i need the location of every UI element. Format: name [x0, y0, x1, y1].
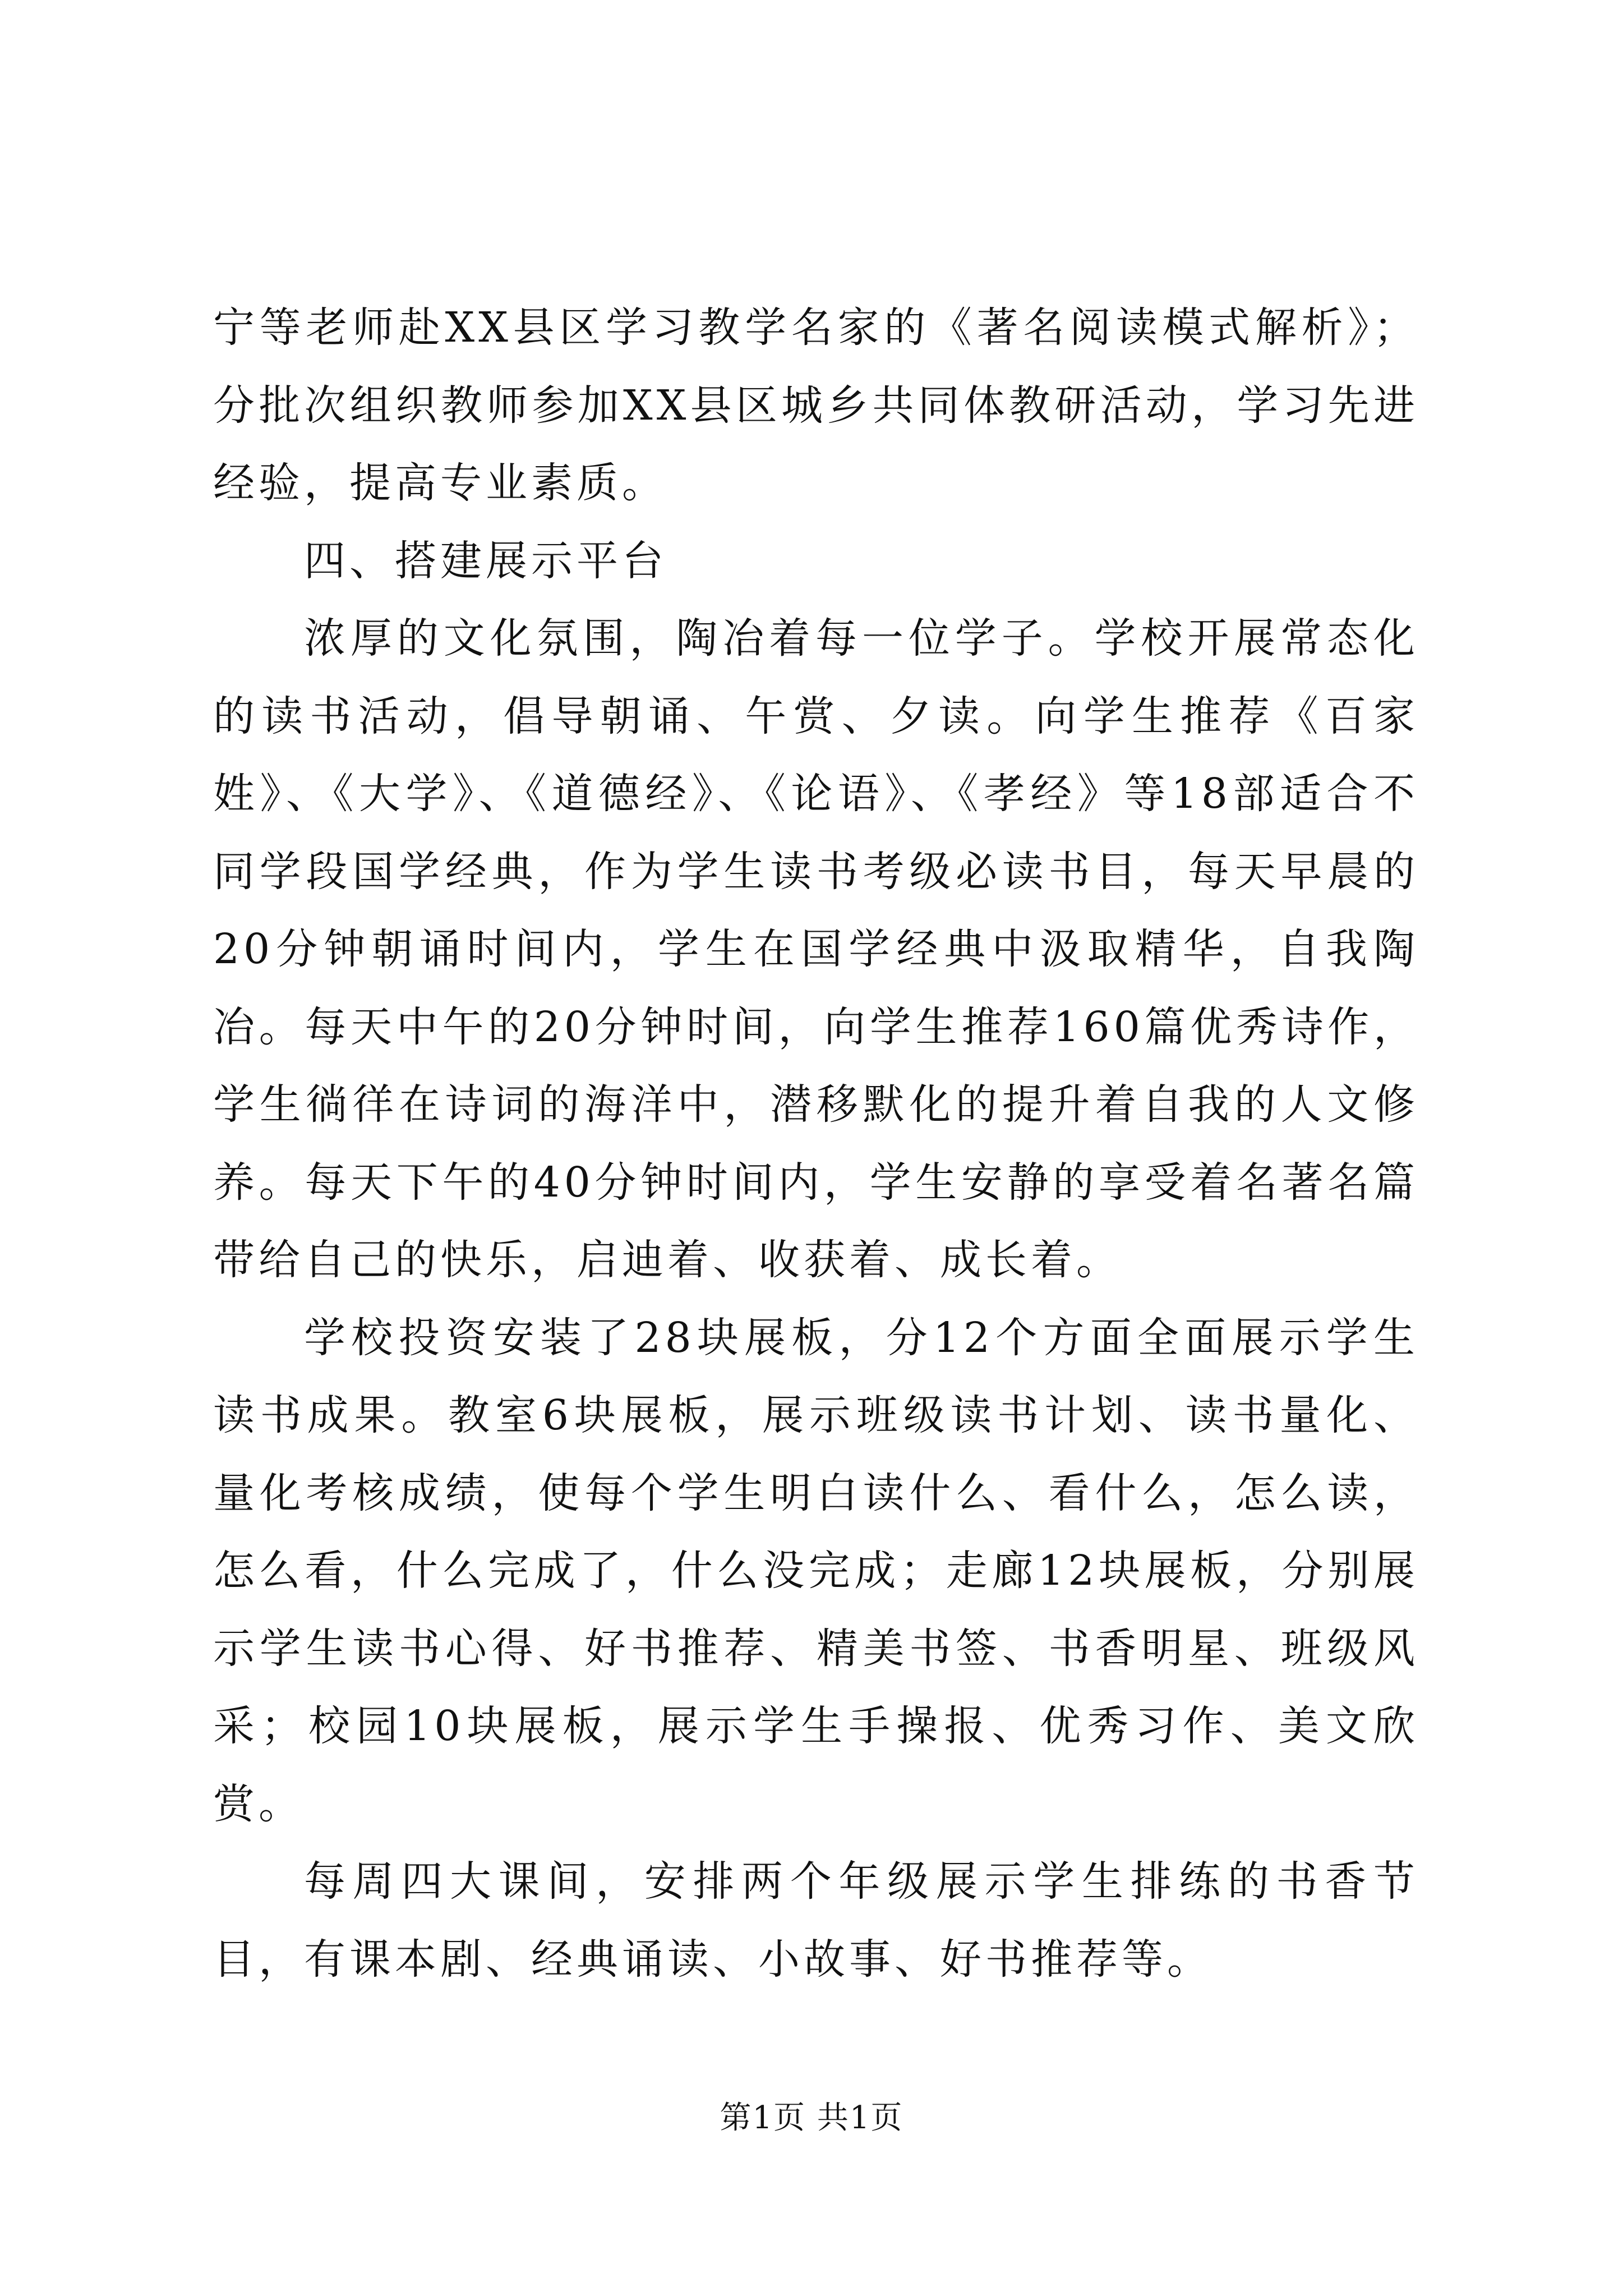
paragraph-weekly-programs: 每周四大课间，安排两个年级展示学生排练的书香节目，有课本剧、经典诵读、小故事、好书推荐等。: [213, 1857, 1419, 1984]
paragraph-display-boards: 学校投资安装了28块展板，分12个方面全面展示学生读书成果。教室6块展板，展示班级读书计划、读书量化、量化考核成绩，使每个学生明白读什么、看什么，怎么读，怎么看，什么完成了，什么没完成；走廊12块展板，分别展示学生读书心得、好书推荐、精美书签、书香明星、班级风采；校园10块展板，展示学生手操报、优秀习作、美文欣赏。: [213, 1313, 1419, 1828]
page-footer: 第1页 共1页: [720, 2100, 903, 2136]
paragraph-continuation: 宁等老师赴XX县区学习教学名家的《著名阅读模式解析》；分批次组织教师参加XX县区城乡共同体教研活动，学习先进经验，提高专业素质。: [213, 303, 1419, 507]
paragraph-reading-activities: 浓厚的文化氛围，陶冶着每一位学子。学校开展常态化的读书活动，倡导朝诵、午赏、夕读。向学生推荐《百家姓》、《大学》、《道德经》、《论语》、《孝经》等18部适合不同学段国学经典，作为学生读书考级必读书目，每天早晨的20分钟朝诵时间内，学生在国学经典中汲取精华，自我陶冶。每天中午的20分钟时间，向学生推荐160篇优秀诗作，学生徜徉在诗词的海洋中，潜移默化的提升着自我的人文修养。每天下午的40分钟时间内，学生安静的享受着名著名篇带给自己的快乐，启迪着、收获着、成长着。: [213, 614, 1419, 1284]
document-body: [213, 289, 1419, 1998]
section-heading: 四、搭建展示平台: [304, 536, 667, 585]
